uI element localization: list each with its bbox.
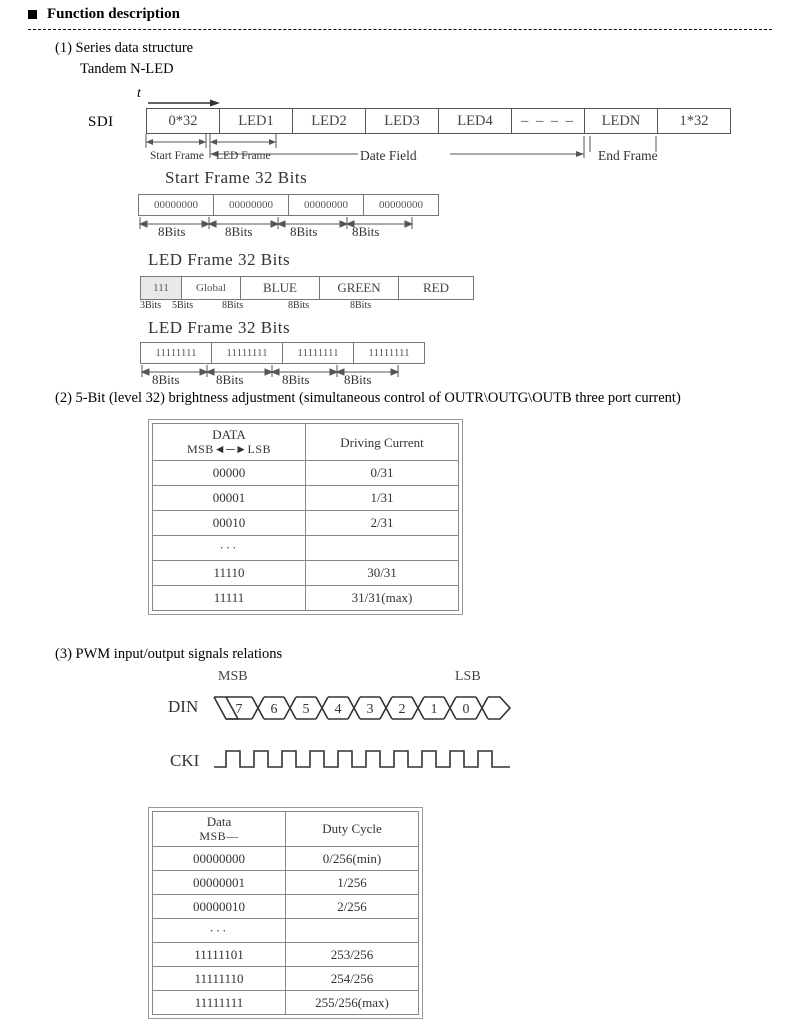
din-bit-label: 2 bbox=[398, 702, 406, 717]
table-row bbox=[153, 895, 419, 919]
caption-end-frame: End Frame bbox=[598, 148, 658, 163]
bits-label: 8Bits bbox=[352, 224, 380, 239]
start-frame-title: Start Frame 32 Bits bbox=[165, 168, 308, 187]
frame-sequence-row bbox=[146, 108, 731, 134]
bits-label: 8Bits bbox=[216, 372, 244, 387]
time-arrow-icon bbox=[148, 99, 220, 107]
led-frame-cell: BLUE bbox=[241, 277, 320, 299]
caption-start-frame: Start Frame bbox=[150, 150, 204, 162]
bits-label: 8Bits bbox=[225, 224, 253, 239]
bits-label: 3Bits bbox=[140, 300, 162, 311]
table-row bbox=[153, 919, 419, 943]
brightness-table-wrap bbox=[148, 419, 463, 615]
table-cell: 00000000 bbox=[153, 847, 286, 871]
bits-label: 8Bits bbox=[222, 300, 244, 311]
figure-series-data-structure bbox=[0, 86, 800, 387]
led-frame-a-row bbox=[140, 276, 474, 300]
pwm-table-wrap bbox=[148, 807, 423, 1019]
table-cell: 00001 bbox=[153, 486, 306, 511]
square-bullet-icon bbox=[28, 10, 37, 19]
waveform-msb-label: MSB bbox=[218, 669, 248, 684]
table-cell: 00000 bbox=[153, 461, 306, 486]
table-cell-ellipsis: ··· bbox=[153, 919, 286, 943]
bits-cell: 11111111 bbox=[212, 343, 283, 363]
table-header-row bbox=[153, 424, 459, 461]
table-row bbox=[153, 486, 459, 511]
bits-cell: 00000000 bbox=[214, 195, 289, 215]
bits-cell: 11111111 bbox=[141, 343, 212, 363]
header-title-text: DATA bbox=[212, 427, 246, 442]
table-cell: 0/256(min) bbox=[286, 847, 419, 871]
table-row bbox=[153, 943, 419, 967]
led-frame-b-title: LED Frame 32 Bits bbox=[148, 318, 291, 337]
pwm-duty-cycle-table bbox=[152, 811, 419, 1015]
table-cell bbox=[306, 536, 459, 561]
bits-cell: 00000000 bbox=[289, 195, 364, 215]
frame-cell: 0*32 bbox=[147, 109, 220, 133]
frame-cell: LED4 bbox=[439, 109, 512, 133]
table-cell: 30/31 bbox=[306, 561, 459, 586]
din-bit-label: 5 bbox=[302, 702, 310, 717]
header-subtitle-text: MSB— bbox=[199, 829, 239, 843]
cki-signal-label: CKI bbox=[170, 751, 200, 770]
header-title-text: Data bbox=[206, 814, 232, 829]
led-frame-cell: RED bbox=[423, 280, 449, 295]
table-row bbox=[153, 847, 419, 871]
din-bit-label: 1 bbox=[430, 702, 438, 717]
bits-cell: 11111111 bbox=[283, 343, 354, 363]
din-bit-label: 7 bbox=[235, 702, 243, 717]
header-subtitle-text: MSB◄─►LSB bbox=[186, 442, 272, 456]
bits-cell: 00000000 bbox=[139, 195, 214, 215]
table-row bbox=[153, 586, 459, 611]
table-cell bbox=[286, 919, 419, 943]
cki-waveform bbox=[212, 745, 512, 775]
table-cell: 11111 bbox=[153, 586, 306, 611]
din-bit-label: 4 bbox=[334, 702, 342, 717]
table-row bbox=[153, 461, 459, 486]
bits-cell: 11111111 bbox=[368, 347, 410, 359]
caption-date-field: Date Field bbox=[360, 148, 417, 163]
bits-label: 8Bits bbox=[158, 224, 186, 239]
table-header-cell bbox=[153, 424, 306, 461]
din-bit-label: 6 bbox=[270, 702, 278, 717]
section-1-sublabel: Tandem N-LED bbox=[80, 61, 174, 77]
table-cell: 253/256 bbox=[286, 943, 419, 967]
table-cell: 11111101 bbox=[153, 943, 286, 967]
table-cell: 00000001 bbox=[153, 871, 286, 895]
table-cell: 00010 bbox=[153, 511, 306, 536]
sdi-signal-label: SDI bbox=[88, 114, 114, 130]
table-row bbox=[153, 967, 419, 991]
section-header bbox=[0, 0, 800, 23]
table-row bbox=[153, 511, 459, 536]
table-row bbox=[153, 871, 419, 895]
section-2-label: (2) 5-Bit (level 32) brightness adjustment (simultaneous control of OUTR\OUTG\OUTB three port current) bbox=[55, 390, 681, 406]
din-bit-label: 0 bbox=[462, 702, 470, 717]
table-cell-ellipsis: ··· bbox=[153, 536, 306, 561]
time-axis-label: t bbox=[137, 86, 141, 101]
frame-cell: 1*32 bbox=[679, 113, 709, 129]
table-header-cell bbox=[153, 812, 286, 847]
bits-label: 8Bits bbox=[350, 300, 372, 311]
section-1-label: (1) Series data structure bbox=[55, 40, 194, 56]
table-cell: 2/256 bbox=[286, 895, 419, 919]
dashed-separator bbox=[28, 29, 772, 30]
bits-label: 8Bits bbox=[290, 224, 318, 239]
table-cell: 1/31 bbox=[306, 486, 459, 511]
bits-label: 8Bits bbox=[288, 300, 310, 311]
table-cell: 00000010 bbox=[153, 895, 286, 919]
bits-label: 8Bits bbox=[282, 372, 310, 387]
table-cell: 2/31 bbox=[306, 511, 459, 536]
table-header-row bbox=[153, 812, 419, 847]
bits-label: 5Bits bbox=[172, 300, 194, 311]
figure-pwm-waveform bbox=[0, 669, 800, 799]
start-frame-bits-row bbox=[138, 194, 439, 216]
frame-cell: LED3 bbox=[366, 109, 439, 133]
bits-label: 8Bits bbox=[152, 372, 180, 387]
bits-label: 8Bits bbox=[344, 372, 372, 387]
caption-led-frame: LED Frame bbox=[216, 150, 271, 162]
table-header-cell: Duty Cycle bbox=[286, 812, 419, 847]
brightness-table bbox=[152, 423, 459, 611]
waveform-lsb-label: LSB bbox=[455, 669, 481, 684]
bits-cell: 00000000 bbox=[379, 199, 423, 211]
led-frame-cell: 111 bbox=[141, 277, 182, 299]
frame-cell: LED2 bbox=[293, 109, 366, 133]
din-signal-label: DIN bbox=[168, 697, 199, 716]
din-waveform bbox=[212, 691, 512, 735]
table-row bbox=[153, 561, 459, 586]
table-cell: 11110 bbox=[153, 561, 306, 586]
din-bit-label: 3 bbox=[366, 702, 374, 717]
table-row bbox=[153, 991, 419, 1015]
table-cell: 255/256(max) bbox=[286, 991, 419, 1015]
frame-cell: LEDN bbox=[585, 109, 658, 133]
table-cell: 31/31(max) bbox=[306, 586, 459, 611]
frame-cell: LED1 bbox=[220, 109, 293, 133]
table-row bbox=[153, 536, 459, 561]
section-3-label: (3) PWM input/output signals relations bbox=[55, 646, 283, 662]
led-frame-cell: GREEN bbox=[320, 277, 399, 299]
table-header-cell: Driving Current bbox=[306, 424, 459, 461]
table-cell: 254/256 bbox=[286, 967, 419, 991]
table-cell: 11111110 bbox=[153, 967, 286, 991]
page-title: Function description bbox=[47, 6, 180, 22]
frame-cell-ellipsis: – – – – bbox=[512, 109, 585, 133]
table-cell: 0/31 bbox=[306, 461, 459, 486]
led-frame-b-row bbox=[140, 342, 425, 364]
led-frame-a-title: LED Frame 32 Bits bbox=[148, 250, 291, 269]
table-cell: 11111111 bbox=[153, 991, 286, 1015]
table-cell: 1/256 bbox=[286, 871, 419, 895]
led-frame-cell: Global bbox=[182, 277, 241, 299]
